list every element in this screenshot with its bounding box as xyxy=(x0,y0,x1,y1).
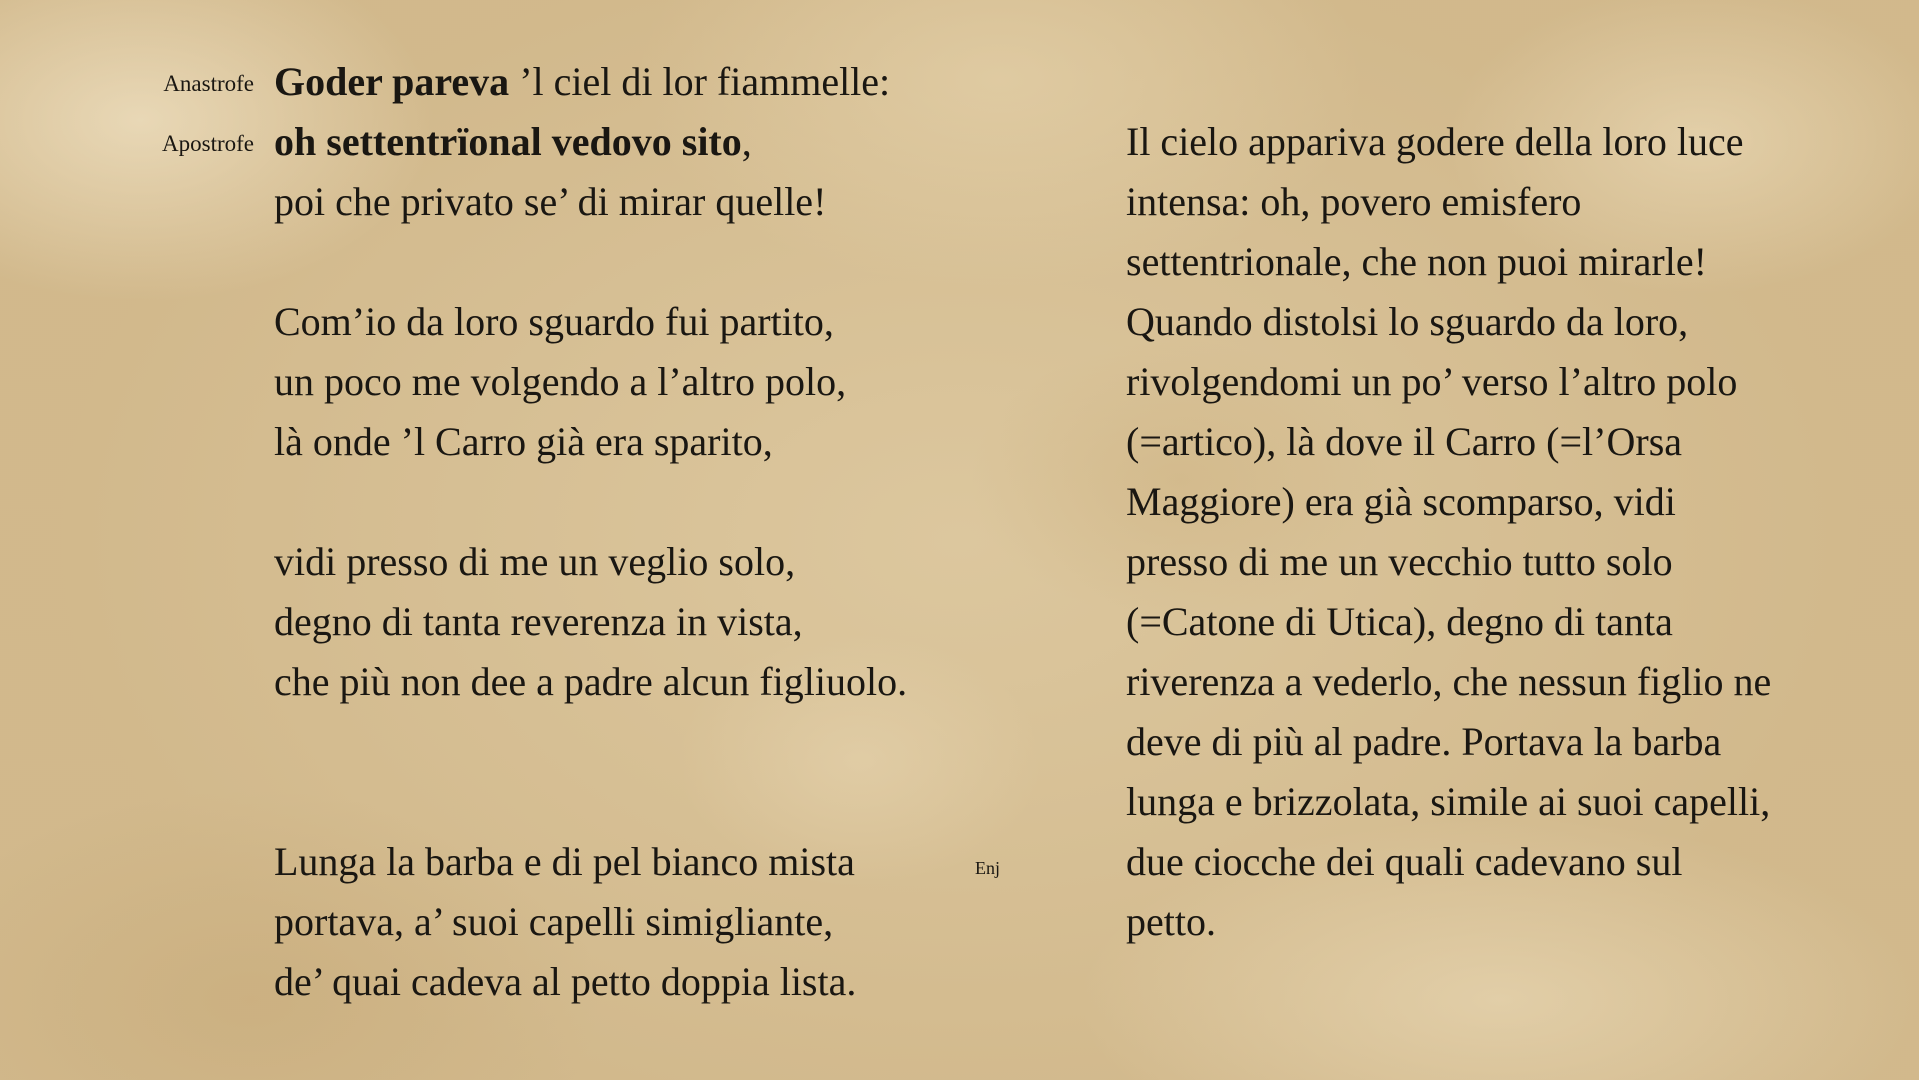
stanza-break xyxy=(274,232,1034,292)
poem-line xyxy=(274,112,1034,172)
poem-line: Lunga la barba e di pel bianco mista xyxy=(274,839,855,884)
paraphrase-line: lunga e brizzolata, simile ai suoi capelli, xyxy=(1126,779,1771,824)
poem-line: Com’io da loro sguardo fui partito, xyxy=(274,299,834,344)
paraphrase-line: deve di più al padre. Portava la barba xyxy=(1126,719,1722,764)
paraphrase-text xyxy=(1126,112,1866,952)
paraphrase-line: Quando distolsi lo sguardo da loro, xyxy=(1126,299,1689,344)
margin-note-anastrofe: Anastrofe xyxy=(163,71,254,96)
poem-line: là onde ’l Carro già era sparito, xyxy=(274,419,773,464)
poem-line-text: ’l ciel di lor fiammelle: xyxy=(509,59,891,104)
paraphrase-line: rivolgendomi un po’ verso l’altro polo xyxy=(1126,359,1738,404)
margin-note-apostrofe: Apostrofe xyxy=(162,131,254,156)
paraphrase-line: Maggiore) era già scomparso, vidi xyxy=(1126,479,1676,524)
poem-line: poi che privato se’ di mirar quelle! xyxy=(274,179,827,224)
paraphrase-line: settentrionale, che non puoi mirarle! xyxy=(1126,239,1707,284)
paraphrase-line: Il cielo appariva godere della loro luce xyxy=(1126,119,1744,164)
poem-line: de’ quai cadeva al petto doppia lista. xyxy=(274,959,857,1004)
paraphrase-line: (=artico), là dove il Carro (=l’Orsa xyxy=(1126,419,1683,464)
stanza-break xyxy=(274,472,1034,532)
poem-line-text: , xyxy=(741,119,752,164)
poem-line: che più non dee a padre alcun figliuolo. xyxy=(274,659,908,704)
paraphrase-line: petto. xyxy=(1126,899,1216,944)
poem-highlight: Goder pareva xyxy=(274,59,510,104)
paraphrase-line: (=Catone di Utica), degno di tanta xyxy=(1126,599,1673,644)
poem-text xyxy=(274,52,1034,1012)
stanza-break xyxy=(274,712,1034,832)
poem-highlight: oh settentrïonal vedovo sito xyxy=(274,119,742,164)
poem-line: vidi presso di me un veglio solo, xyxy=(274,539,796,584)
poem-line xyxy=(274,52,1034,112)
poem-line: degno di tanta reverenza in vista, xyxy=(274,599,803,644)
poem-line: portava, a’ suoi capelli simigliante, xyxy=(274,899,834,944)
paraphrase-line: due ciocche dei quali cadevano sul xyxy=(1126,839,1683,884)
margin-note-enjambement: Enj xyxy=(975,858,1000,878)
paraphrase-line: presso di me un vecchio tutto solo xyxy=(1126,539,1673,584)
paraphrase-line: riverenza a vederlo, che nessun figlio ne xyxy=(1126,659,1772,704)
paraphrase-line: intensa: oh, povero emisfero xyxy=(1126,179,1582,224)
poem-line: un poco me volgendo a l’altro polo, xyxy=(274,359,847,404)
